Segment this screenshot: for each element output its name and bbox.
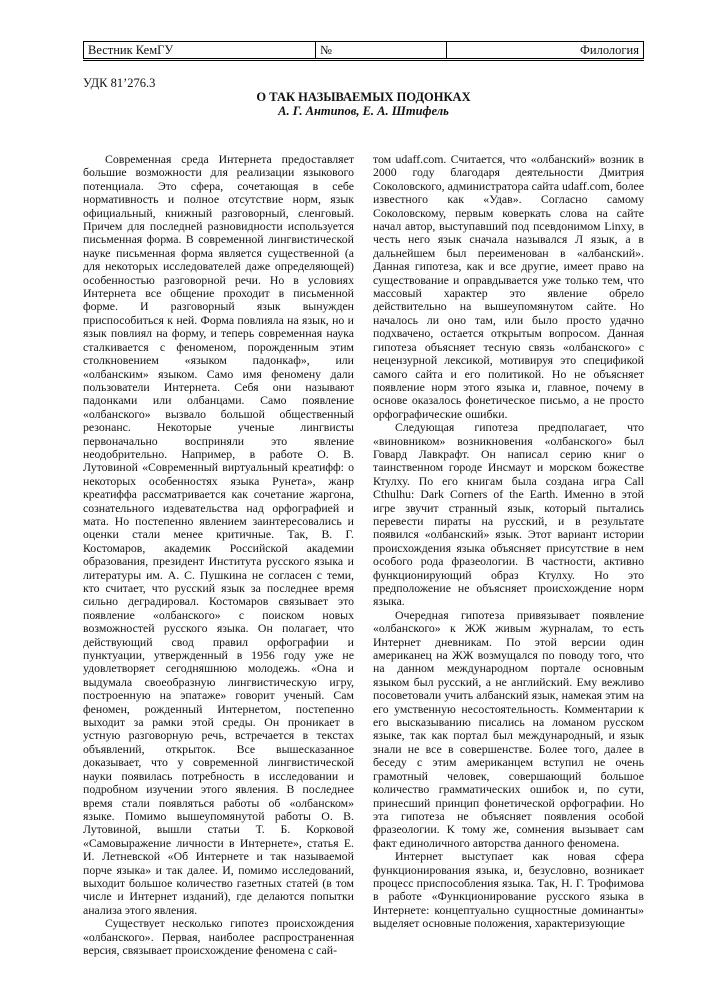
- article-title: О ТАК НАЗЫВАЕМЫХ ПОДОНКАХ: [256, 90, 471, 104]
- paragraph: Следующая гипотеза предполагает, что «виновником» возникновения «олбанского» был Говард Лавкрафт. Он написал серию книг о таинственном городе Инсмаут и морском божестве Ктулху. По его книгам была создана игра Call Cthulhu: Dark Corners of the Earth. Именно в этой игре звучит странный язык, который пытались перевести пираты на русский, и в результате появился «олбанский» язык. Этот вариант истории происхождения языка объясняет присутствие в нем особого рода фразеологии. В частности, активно функционирующий образ Ктулху. Но это предположение не объясняет происхождение норм языка.: [373, 420, 644, 609]
- header-rule: [83, 60, 644, 61]
- paragraph: том udaff.com. Считается, что «олбанский» возник в 2000 году благодаря деятельности Дмитрия Соколовского, администратора сайта udaff.com, более известного как «Удав». Согласно самому Соколовскому, первым коверкать слова на сайте начал автор, выступавший под псевдонимом Linxy, в честь него язык сначала назывался Л язык, а в дальнейшем был переименован в «албанский». Данная гипотеза, как и все другие, имеет право на существование и оправдывается уже только тем, что массовый характер это явление обрело действительно на вышеупомянутом сайте. Но началось ли оно там, или было просто удачно подхвачено, остается открытым вопросом. Данная гипотеза объясняет тесную связь «олбанского» с нецензурной лексикой, мотивируя это спецификой самого сайта и его политикой. Но не объясняет появление норм этого языка и, главное, почему в основе оказалось фонетическое письмо, а не просто орфографические ошибки.: [373, 152, 644, 421]
- udk-code: УДК 81’276.3: [83, 76, 156, 90]
- left-column: [83, 152, 354, 957]
- paragraph: Современная среда Интернета предоставляет большие возможности для реализации языкового потенциала. Это сфера, сочетающая в себе нормативность и полное отсутствие норм, язык официальный, книжный разговорный, сленговый. Причем для последней разновидности используется письменная форма. В современной лингвистической науке письменная форма является существенной (а для некоторых исследователей даже определяющей) особенностью разговорной речи. Но в условиях Интернета все общение проходит в письменной форме. И разговорный язык вынужден приспособиться к ней. Форма повлияла на язык, но и язык повлиял на форму, и теперь современная наука сталкивается с феноменом, порожденным этим столкновением «языком падонкаф», или «олбанским» языком. Само имя феномену дали пользователи Интернета. Себя они называют падонками или олбанцами. Само появление «олбанского» вызвало большой общественный резонанс. Некоторые ученые лингвисты первоначально восприняли это явление неодобрительно. Например, в работе О. В. Лутовиной «Современный виртуальный креатифф: о некоторых особенностях языка Рунета», жанр креатиффа рассматривается как сочетание жаргона, сознательного издевательства над орфографией и мата. Но постепенно явлением заинтересовались и оценки стали менее критичные. Так, В. Г. Костомаров, академик Российской академии образования, президент Института русского языка и литературы им. А. С. Пушкина не согласен с теми, кто считает, что русский язык за последнее время сильно деградировал. Костомаров связывает это появление «олбанского» с поиском новых возможностей русского языка. Он полагает, что действующий свод правил орфографии и пунктуации, утвержденный в 1956 году уже не удовлетворяет сегодняшнюю молодежь. «Она и выдумала своеобразную лингвистическую игру, построенную на эпатаже» говорит ученый. Сам феномен, рожденный Интернетом, постепенно выходит за рамки этой среды. Он проникает в устную разговорную речь, встречается в текстах объявлений, открыток. Все вышесказанное доказывает, что у современной лингвистической науки появилась потребность в исследовании и подробном изучении этого явления. В последнее время стали появляться работы об «олбанском» языке. Помимо вышеупомянутой работы О. В. Лутовиной, вышли статьи Т. Б. Корковой «Самовыражение личности в Интернете», статья Е. И. Летневской «Об Интернете и так называемой порче языка» и так далее. И, помимо исследований, выходит большое количество газетных статей (в том числе и Интернет изданий), где делаются попытки анализа этого явления.: [83, 152, 354, 917]
- journal-name: Вестник КемГУ: [84, 42, 316, 58]
- article-authors: А. Г. Антипов, Е. А. Штифель: [278, 104, 449, 118]
- right-column: [373, 153, 644, 933]
- issue-number: №: [316, 42, 447, 58]
- paragraph: Очередная гипотеза привязывает появление «олбанского» к ЖЖ живым журналам, то есть Интернет дневникам. По этой версии один американец на ЖЖ возмущался по поводу того, что на данном международном портале основным языком был русский, а не английский. Ему вежливо посоветовали учить албанский язык, намекая этим на его умственную несостоятельность. Комментарии к его высказыванию писались на ломаном русском языке, так как портал был международный, и язык знали не все в совершенстве. Более того, далее в беседу с этим американцем вступил не очень грамотный человек, совершающий большое количество грамматических ошибок и, по сути, принесший принцип фонетической орфографии. Но эта гипотеза не объясняет появления особой фразеологии. К тому же, сомнения вызывает сам факт единоличного авторства данного феномена.: [373, 607, 644, 850]
- running-header: [83, 41, 644, 59]
- paragraph: Интернет выступает как новая сфера функционирования языка, и, безусловно, возникает процесс приспособления языка. Так, Н. Г. Трофимова в работе «Функционирование русского языка в Интернете: концептуально сущностные доминанты» выделяет основные положения, характеризующие: [373, 849, 644, 931]
- paragraph: Существует несколько гипотез происхождения «олбанского». Первая, наиболее распространенная версия, связывает происхождение феномена с сай-: [83, 916, 354, 957]
- section-name: Филология: [580, 43, 639, 57]
